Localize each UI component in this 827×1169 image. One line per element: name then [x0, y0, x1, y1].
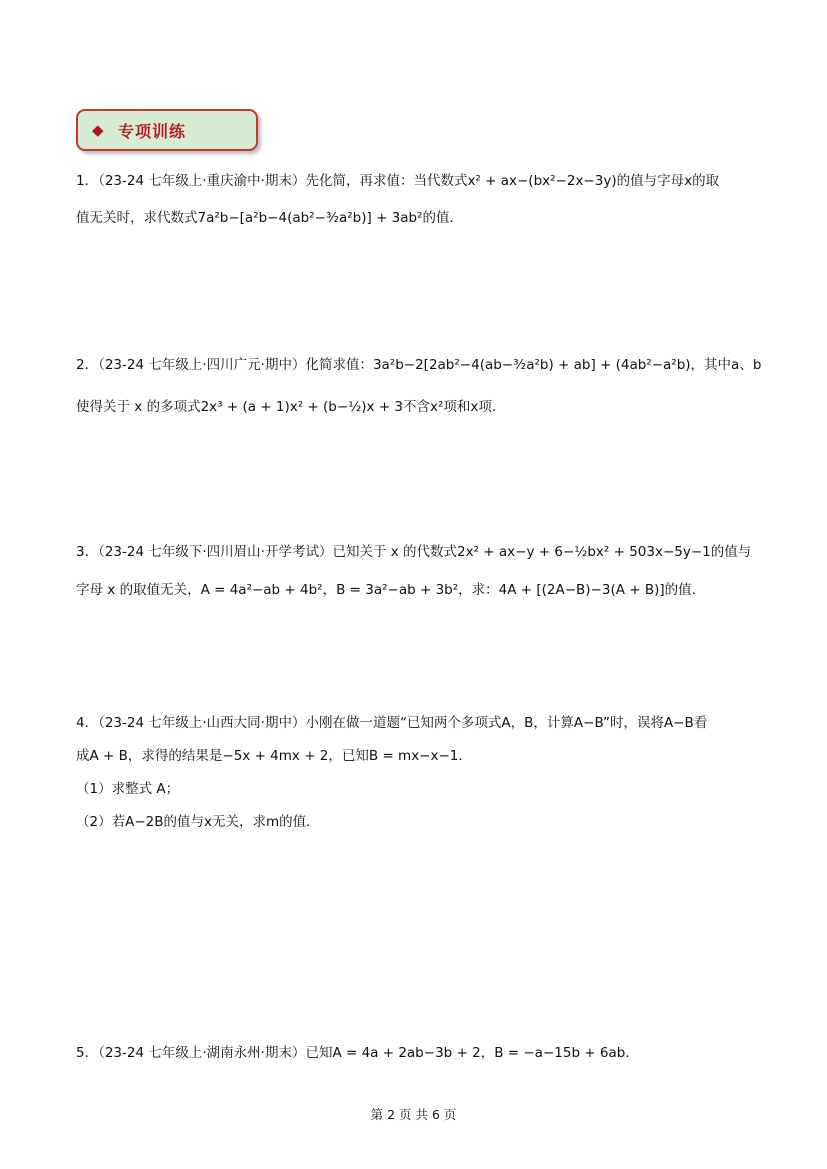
problem-2-line-1: 2．（23-24 七年级上·四川广元·期中）化简求值：3a²b−2[2ab²−4(ab−³⁄₂a²b) + ab] + (4ab²−a²b)，其中a、b — [76, 357, 762, 373]
page-footer: 第 2 页 共 6 页 — [370, 1107, 457, 1122]
problem-4-line-2: 成A + B，求得的结果是−5x + 4mx + 2，已知B = mx−x−1． — [76, 748, 472, 764]
diamond-icon: ◆ — [92, 121, 104, 139]
section-title: 专项训练 — [118, 122, 187, 141]
problem-4-sub-1: （1）求整式 A； — [76, 781, 180, 797]
problem-3-line-2: 字母 x 的取值无关，A = 4a²−ab + 4b²，B = 3a²−ab + 3b²，求：4A + [(2A−B)−3(A + B)]的值． — [76, 582, 706, 598]
problem-5-line-1: 5．（23-24 七年级上·湖南永州·期末）已知A = 4a + 2ab−3b + 2，B = −a−15b + 6ab． — [76, 1045, 639, 1061]
problem-4-line-1: 4．（23-24 七年级上·山西大同·期中）小刚在做一道题“已知两个多项式A，B，计算A−B”时，误将A−B看 — [76, 715, 708, 731]
problem-3-line-1: 3．（23-24 七年级下·四川眉山·开学考试）已知关于 x 的代数式2x² + ax−y + 6−½bx² + 503x−5y−1的值与 — [76, 544, 752, 560]
problem-2-line-2: 使得关于 x 的多项式2x³ + (a + 1)x² + (b−½)x + 3不含x²项和x项． — [76, 399, 506, 415]
problem-1-line-1: 1．（23-24 七年级上·重庆渝中·期末）先化简，再求值：当代数式x² + ax−(bx²−2x−3y)的值与字母x的取 — [76, 173, 720, 189]
section-banner — [76, 109, 258, 151]
problem-4-sub-2: （2）若A−2B的值与x无关，求m的值． — [76, 814, 320, 830]
problem-1-line-2: 值无关时，求代数式7a²b−[a²b−4(ab²−³⁄₂a²b)] + 3ab²的值． — [76, 210, 464, 226]
